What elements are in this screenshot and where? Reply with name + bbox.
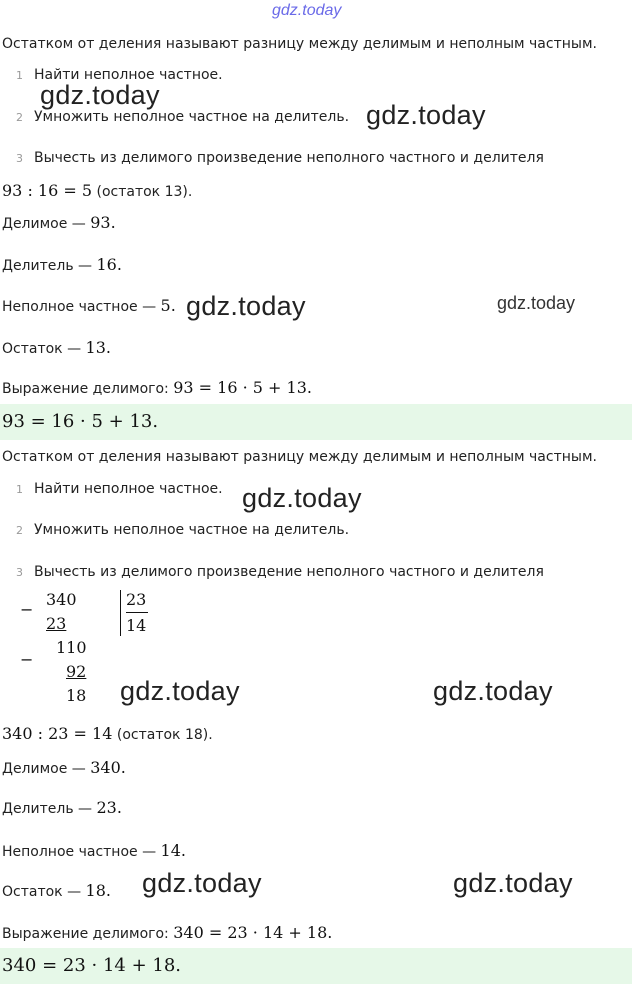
expression-line	[2, 378, 312, 397]
watermark-overlay: gdz.today	[242, 483, 362, 513]
watermark-overlay: gdz.today	[186, 291, 306, 321]
step-item	[16, 481, 223, 497]
quotient-value: 5.	[160, 296, 176, 315]
division-bracket-line	[120, 590, 121, 636]
remainder-line	[2, 338, 111, 357]
quotient-label: Неполное частное —	[2, 299, 157, 315]
step-text: Найти неполное частное.	[34, 481, 223, 497]
remainder-label: Остаток —	[2, 341, 82, 357]
expression-value: 93 = 16 · 5 + 13.	[173, 378, 312, 397]
definition-text: Остатком от деления называют разницу между делимым и неполным частным.	[2, 449, 597, 465]
result-note: (остаток 18).	[116, 727, 213, 743]
step-number: 2	[16, 111, 23, 124]
division-dividend: 340	[46, 590, 77, 609]
answer-box	[0, 948, 632, 984]
step-number: 3	[16, 566, 23, 579]
dividend-value: 340.	[90, 758, 126, 777]
remainder-line	[2, 881, 111, 900]
expression-line	[2, 923, 332, 942]
quotient-line	[2, 296, 176, 315]
step-text: Умножить неполное частное на делитель.	[34, 109, 350, 125]
division-subtrahend: 92	[66, 662, 87, 681]
minus-sign: −	[20, 600, 34, 619]
expression-value: 340 = 23 · 14 + 18.	[173, 923, 333, 942]
step-item	[16, 564, 544, 580]
answer-text: 93 = 16 · 5 + 13.	[2, 411, 159, 432]
minus-sign: −	[20, 650, 34, 669]
result-math: 340 : 23 = 14	[2, 724, 113, 743]
step-item	[16, 150, 544, 166]
quotient-label: Неполное частное —	[2, 844, 157, 860]
divisor-label: Делитель —	[2, 801, 93, 817]
quotient-value: 14.	[160, 841, 186, 860]
dividend-value: 93.	[90, 213, 116, 232]
watermark-overlay: gdz.today	[453, 868, 573, 898]
watermark-overlay: gdz.today	[366, 100, 486, 130]
divisor-label: Делитель —	[2, 258, 93, 274]
divisor-line	[2, 798, 122, 817]
watermark-overlay: gdz.today	[497, 293, 576, 313]
division-subtrahend: 23	[46, 614, 67, 633]
expression-label: Выражение делимого:	[2, 381, 169, 397]
step-number: 1	[16, 483, 23, 496]
step-number: 3	[16, 152, 23, 165]
step-item	[16, 522, 349, 538]
remainder-value: 13.	[85, 338, 111, 357]
divisor-value: 16.	[96, 255, 122, 274]
watermark-overlay: gdz.today	[40, 80, 160, 110]
quotient-line	[2, 841, 186, 860]
watermark-overlay: gdz.today	[120, 676, 240, 706]
division-divisor: 23	[126, 590, 147, 609]
step-item	[16, 109, 349, 125]
definition-text: Остатком от деления называют разницу между делимым и неполным частным.	[2, 36, 597, 52]
dividend-line	[2, 213, 116, 232]
step-text: Вычесть из делимого произведение неполного частного и делителя	[34, 150, 544, 166]
divisor-line	[2, 255, 122, 274]
result-line	[2, 724, 213, 743]
dividend-line	[2, 758, 126, 777]
answer-box	[0, 404, 632, 440]
step-number: 2	[16, 524, 23, 537]
step-text: Умножить неполное частное на делитель.	[34, 522, 350, 538]
result-line	[2, 181, 192, 200]
divisor-value: 23.	[96, 798, 122, 817]
division-remainder: 18	[66, 686, 87, 705]
result-math: 93 : 16 = 5	[2, 181, 93, 200]
remainder-label: Остаток —	[2, 884, 82, 900]
watermark-overlay: gdz.today	[142, 868, 262, 898]
remainder-value: 18.	[85, 881, 111, 900]
step-number: 1	[16, 69, 23, 82]
dividend-label: Делимое —	[2, 761, 86, 777]
division-divisor-line	[126, 612, 148, 613]
step-text: Найти неполное частное.	[34, 67, 223, 83]
division-partial: 110	[56, 638, 87, 657]
division-quotient: 14	[126, 616, 147, 635]
dividend-label: Делимое —	[2, 216, 86, 232]
expression-label: Выражение делимого:	[2, 926, 169, 942]
answer-text: 340 = 23 · 14 + 18.	[2, 955, 182, 976]
watermark-overlay: gdz.today	[433, 676, 553, 706]
step-text: Вычесть из делимого произведение неполного частного и делителя	[34, 564, 544, 580]
result-note: (остаток 13).	[96, 184, 193, 200]
watermark-top: gdz.today	[272, 2, 342, 19]
